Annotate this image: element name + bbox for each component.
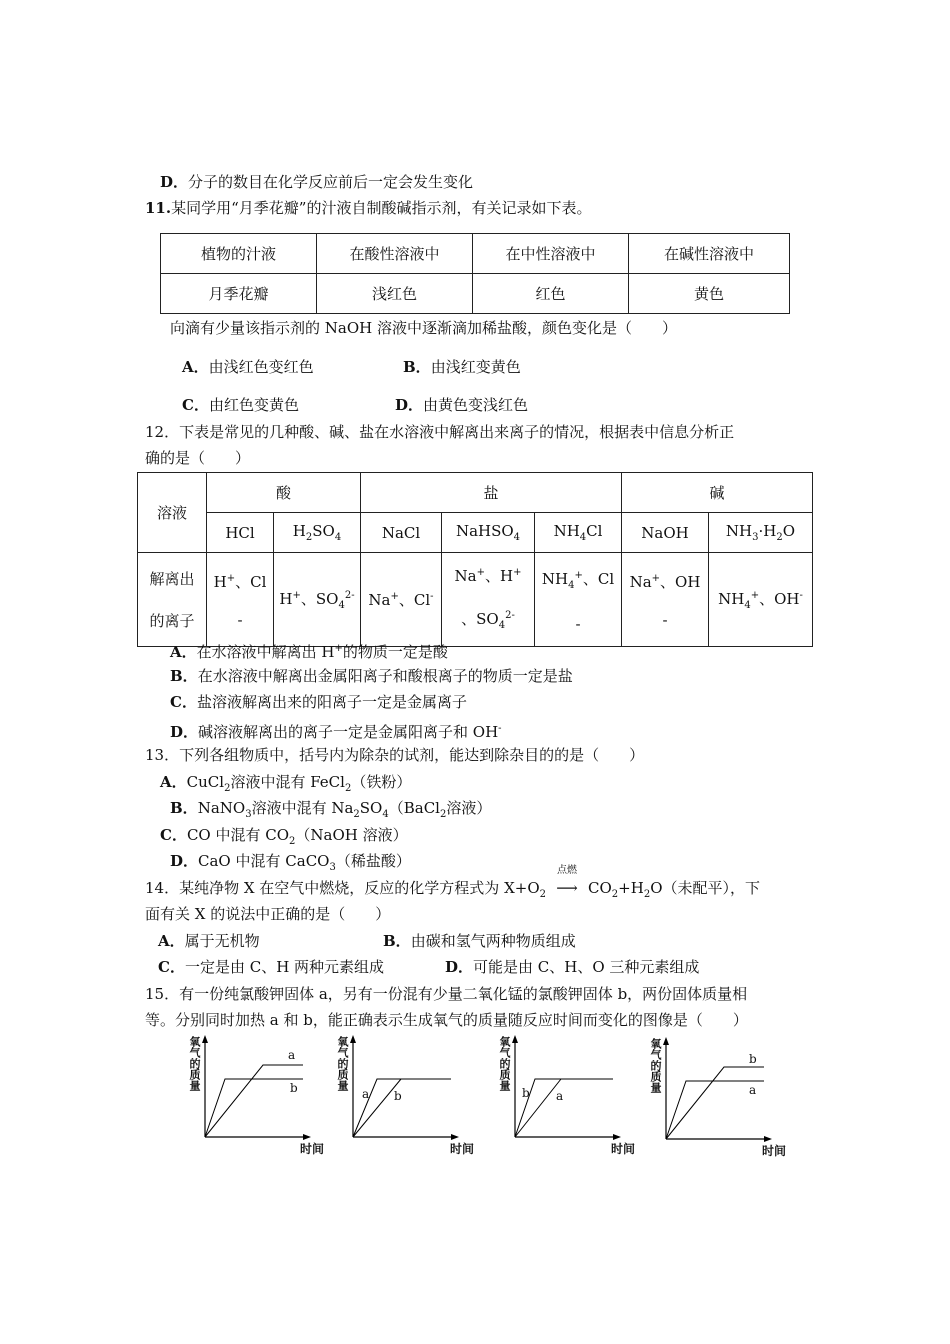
option-letter: D． <box>170 852 199 870</box>
col-header-nh4cl: $NH_4Cl$ <box>535 513 622 553</box>
col-header-naoh: NaOH <box>622 513 709 553</box>
subscript: 2 <box>643 889 651 900</box>
option-text: CO 中混有 $CO_2(NaOH$ 溶液） <box>186 826 408 847</box>
option-text: 由碳和氢气两种物质组成 <box>410 932 576 950</box>
ion-cell: $NH_4^+$、OH- <box>709 553 813 647</box>
option-text: 盐溶液解离出来的阳离子一定是金属离子 <box>196 693 467 711</box>
option-letter: A． <box>182 358 209 376</box>
reaction-condition: 点燃 <box>557 865 577 876</box>
row-header-ions <box>138 553 207 647</box>
curve-label-a: a <box>556 1089 564 1103</box>
q14-option-b <box>383 931 576 951</box>
question-number: 11. <box>145 199 172 217</box>
option-text: NaNO$_3$溶液中混有 $Na_2SO_4(BaCl_2$溶液） <box>197 799 492 820</box>
option-text: 属于无机物 <box>184 932 260 950</box>
curve-b <box>205 1079 303 1137</box>
q13-option-d <box>170 851 411 878</box>
superscript: - <box>498 723 502 734</box>
q11-question: 向滴有少量该指示剂的 NaOH 溶液中逐渐滴加稀盐酸，颜色变化是（ ） <box>170 319 677 337</box>
q11-indicator-table <box>160 233 790 314</box>
y-axis-label: 氧气的质量 <box>188 1036 201 1091</box>
stem-text: CO <box>588 879 612 897</box>
y-axis-label: 氧气的质量 <box>498 1036 511 1091</box>
col-header-nh3h2o: $NH_3\cdot H_2O$ <box>709 513 813 553</box>
option-text: CuCl$_2$溶液中混有 FeCl$_2$（铁粉） <box>186 773 412 794</box>
reaction-arrow: 点燃 ⟶ <box>546 878 588 898</box>
q11-option-d <box>395 395 528 415</box>
col-header-nacl: NaCl <box>361 513 442 553</box>
option-text: 在水溶液中解离出 H <box>196 643 335 661</box>
q15-stem-line1: 15．有一份纯氯酸钾固体 a，另有一份混有少量二氧化锰的氯酸钾固体 b，两份固体质量相 <box>145 985 748 1003</box>
ion-cell: H+、Cl - <box>207 553 274 647</box>
group-header-salt: 盐 <box>361 473 622 513</box>
option-text: 可能是由 C、H、O 三种元素组成 <box>473 958 700 976</box>
col-header-nahso4: NaHSO$_4$ <box>442 513 535 553</box>
option-text: 碱溶液解离出的离子一定是金属阳离子和 OH <box>198 723 499 741</box>
option-text: 由浅红变黄色 <box>430 358 521 376</box>
q14-option-c <box>158 957 384 977</box>
q14-option-d <box>445 957 699 977</box>
y-axis-label: 氧气的质量 <box>336 1036 349 1091</box>
x-axis-label: 时间 <box>450 1142 475 1156</box>
option-letter: A． <box>158 932 185 950</box>
stem-text: O <box>650 879 663 897</box>
stem-text: +H <box>618 879 644 897</box>
q12-option-a <box>170 639 448 662</box>
subscript: 2 <box>539 889 546 900</box>
curve-label-b: b <box>290 1081 298 1095</box>
q10-option-d <box>160 172 473 192</box>
option-text: 由浅红色变红色 <box>208 358 314 376</box>
table-cell: 月季花瓣 <box>161 274 317 314</box>
option-letter: C． <box>160 826 187 844</box>
option-text: 分子的数目在化学反应前后一定会发生变化 <box>188 173 474 191</box>
group-header-base: 碱 <box>622 473 813 513</box>
q13-option-a <box>160 772 411 799</box>
ion-cell: Na+、H+ 、$SO_4^{2-}$ <box>442 553 535 647</box>
q13-option-c <box>160 825 408 852</box>
curve-label-b: b <box>394 1089 402 1103</box>
group-header-acid: 酸 <box>207 473 361 513</box>
ion-cell: Na+、OH - <box>622 553 709 647</box>
x-axis-label: 时间 <box>300 1142 325 1156</box>
option-text: 由红色变黄色 <box>208 396 299 414</box>
option-text: 的物质一定是酸 <box>342 643 448 661</box>
q11-option-b <box>403 357 521 377</box>
y-axis-arrow <box>663 1037 669 1045</box>
option-letter: B． <box>383 932 411 950</box>
q11-option-c <box>182 395 299 415</box>
q13-stem: 13．下列各组物质中，括号内为除杂的试剂，能达到除杂目的的是（ ） <box>145 746 645 764</box>
graph-plot <box>656 1037 776 1152</box>
table-cell: 浅红色 <box>317 274 473 314</box>
table-header: 在酸性溶液中 <box>317 234 473 274</box>
option-letter: C． <box>158 958 185 976</box>
option-letter: B． <box>403 358 431 376</box>
table-header: 植物的汁液 <box>161 234 317 274</box>
superscript: + <box>334 643 343 654</box>
q14-option-a <box>158 931 260 951</box>
curve-b <box>353 1079 401 1137</box>
option-letter: B． <box>170 667 198 685</box>
curve-b <box>666 1067 764 1139</box>
q15-stem-line2: 等。分别同时加热 a 和 b，能正确表示生成氧气的质量随反应时间而变化的图像是（ ） <box>145 1011 748 1029</box>
option-letter: D． <box>445 958 474 976</box>
row-header: 溶液 <box>138 473 207 553</box>
q12-stem-line2: 确的是（ ） <box>145 449 251 467</box>
table-header: 在碱性溶液中 <box>629 234 790 274</box>
ion-cell: $NH_4^+$、Cl - <box>535 553 622 647</box>
col-header-h2so4: $H_2SO_4$ <box>274 513 361 553</box>
curve-label-a: a <box>288 1048 296 1062</box>
option-letter: C． <box>182 396 209 414</box>
y-axis-arrow <box>512 1035 518 1043</box>
q12-stem-line1: 12．下表是常见的几种酸、碱、盐在水溶液中解离出来离子的情况，根据表中信息分析正 <box>145 423 735 441</box>
table-header: 在中性溶液中 <box>473 234 629 274</box>
curve-label-b: b <box>522 1086 530 1100</box>
curve-label-b: b <box>749 1052 757 1066</box>
stem-text: （未配平），下 <box>662 879 761 897</box>
graph-plot <box>343 1035 463 1150</box>
curve-label-a: a <box>749 1083 757 1097</box>
option-text: 一定是由 C、H 两种元素组成 <box>184 958 385 976</box>
option-letter: D． <box>395 396 424 414</box>
x-axis-label: 时间 <box>762 1144 787 1158</box>
subscript: 2 <box>611 889 619 900</box>
curve-label-a: a <box>362 1087 370 1101</box>
table-cell: 红色 <box>473 274 629 314</box>
table-cell: 黄色 <box>629 274 790 314</box>
option-letter: B． <box>170 799 198 817</box>
q11-option-a <box>182 357 314 377</box>
ion-cell: Na+、Cl- <box>361 553 442 647</box>
col-header-hcl: HCl <box>207 513 274 553</box>
q11-stem <box>145 198 591 218</box>
y-axis-label: 氧气的质量 <box>649 1038 662 1093</box>
option-text: CaO 中混有 CaCO$_3$（稀盐酸） <box>198 852 411 873</box>
x-axis-label: 时间 <box>611 1142 636 1156</box>
option-text: 在水溶液中解离出金属阳离子和酸根离子的物质一定是盐 <box>197 667 573 685</box>
ion-cell: H+、$SO_4^{2-}$ <box>274 553 361 647</box>
option-letter: D． <box>160 173 189 191</box>
row-header-line: 解离出 <box>149 569 195 588</box>
stem-text: 14．某纯净物 X 在空气中燃烧，反应的化学方程式为 X+O <box>145 879 540 897</box>
q12-ion-table <box>137 472 813 647</box>
y-axis-arrow <box>350 1035 356 1043</box>
option-letter: D． <box>170 723 199 741</box>
question-text: 某同学用“月季花瓣”的汁液自制酸碱指示剂，有关记录如下表。 <box>171 199 592 217</box>
q14-stem-line1 <box>145 865 761 905</box>
option-letter: C． <box>170 693 197 711</box>
row-header-line: 的离子 <box>149 611 195 630</box>
q14-stem-line2: 面有关 X 的说法中正确的是（ ） <box>145 905 391 923</box>
q13-option-b <box>170 798 491 825</box>
y-axis-arrow <box>202 1035 208 1043</box>
q12-option-d <box>170 719 502 742</box>
option-letter: A． <box>160 773 187 791</box>
q12-option-b <box>170 666 573 686</box>
q12-option-c <box>170 692 467 712</box>
option-letter: A． <box>170 643 197 661</box>
curve-a <box>205 1065 303 1137</box>
option-text: 由黄色变浅红色 <box>423 396 529 414</box>
